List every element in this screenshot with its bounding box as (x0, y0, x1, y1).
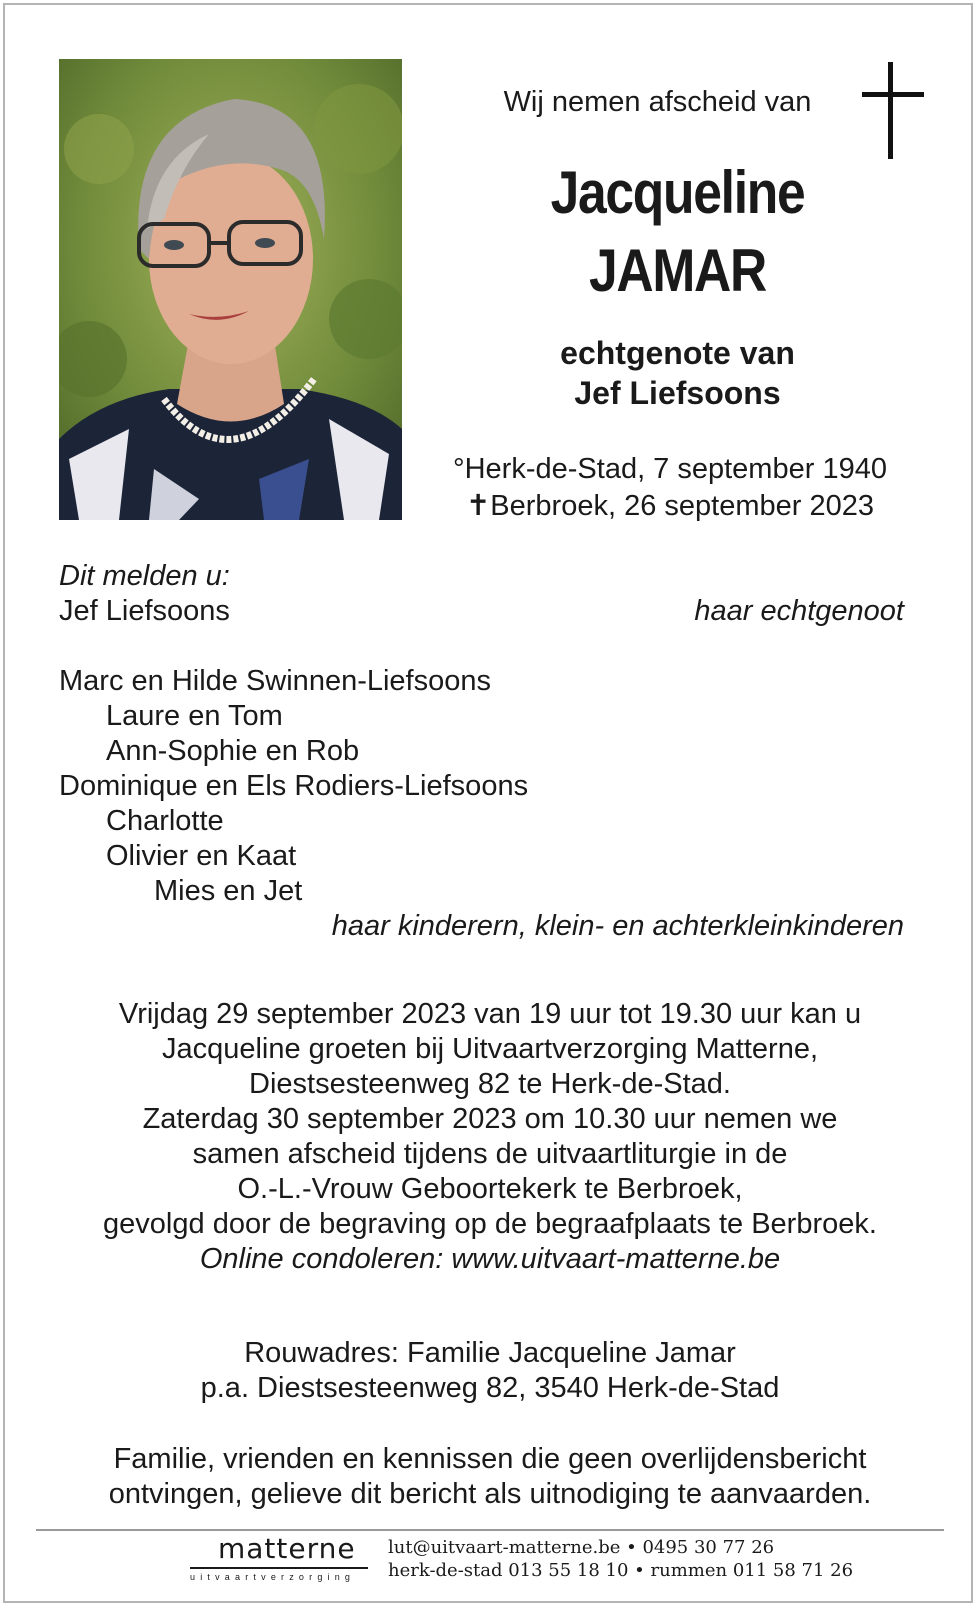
footer-divider (36, 1529, 944, 1531)
logo-underline (190, 1567, 368, 1569)
notice-text: Familie, vrienden en kennissen die geen overlijdensbericht (113, 1443, 867, 1475)
mourning-address: Rouwadres: Familie Jacqueline Jamar (244, 1337, 736, 1369)
ceremony-line: O.-L.-Vrouw Geboortekerk te Berbroek, (237, 1173, 743, 1205)
family-heading: Dit melden u: (59, 560, 230, 592)
spouse-name: Jef Liefsoons (574, 375, 781, 411)
family-member: Marc en Hilde Swinnen-Liefsoons (59, 665, 491, 697)
contact-email-phone[interactable]: lut@uitvaart-matterne.be • 0495 30 77 26 (388, 1537, 775, 1558)
online-condolence-link[interactable]: Online condoleren: www.uitvaart-matterne.be (199, 1243, 781, 1275)
family-member: Ann-Sophie en Rob (106, 735, 360, 767)
funeral-home-logo: matterne (218, 1532, 356, 1565)
family-spouse-name: Jef Liefsoons (59, 595, 230, 627)
funeral-home-subtitle: uitvaartverzorging (190, 1572, 356, 1582)
contact-phones: herk-de-stad 013 55 18 10 • rummen 011 58 71 26 (388, 1560, 854, 1581)
ceremony-line: samen afscheid tijdens de uitvaartliturgie in de (192, 1138, 788, 1170)
family-member: Olivier en Kaat (106, 840, 297, 872)
birth-date: °Herk-de-Stad, 7 september 1940 (453, 453, 887, 485)
cross-icon (862, 62, 924, 159)
ceremony-line: Vrijdag 29 september 2023 van 19 uur tot 19.30 uur kan u (118, 998, 862, 1030)
ceremony-line: Zaterdag 30 september 2023 om 10.30 uur nemen we (142, 1103, 838, 1135)
deceased-first-name: Jacqueline (550, 159, 805, 226)
family-member: Dominique en Els Rodiers-Liefsoons (59, 770, 529, 802)
intro-text: Wij nemen afscheid van (503, 86, 812, 118)
relation-label: echtgenote van (560, 335, 795, 371)
ceremony-line: gevolgd door de begraving op de begraafplaats te Berbroek. (103, 1208, 877, 1240)
notice-text: ontvingen, gelieve dit bericht als uitnodiging te aanvaarden. (108, 1478, 872, 1510)
ceremony-line: Diestsesteenweg 82 te Herk-de-Stad. (249, 1068, 731, 1100)
ceremony-line: Jacqueline groeten bij Uitvaartverzorging Matterne, (161, 1033, 819, 1065)
deceased-last-name: JAMAR (588, 237, 767, 304)
family-member: Mies en Jet (154, 875, 303, 907)
portrait-photo (59, 59, 402, 520)
family-spouse-role: haar echtgenoot (694, 595, 904, 627)
death-date: ✝Berbroek, 26 september 2023 (466, 490, 874, 522)
mourning-address-street: p.a. Diestsesteenweg 82, 3540 Herk-de-Stad (200, 1372, 780, 1404)
family-member: Laure en Tom (106, 700, 283, 732)
family-members-role: haar kinderern, klein- en achterkleinkinderen (331, 910, 904, 942)
family-member: Charlotte (106, 805, 224, 837)
